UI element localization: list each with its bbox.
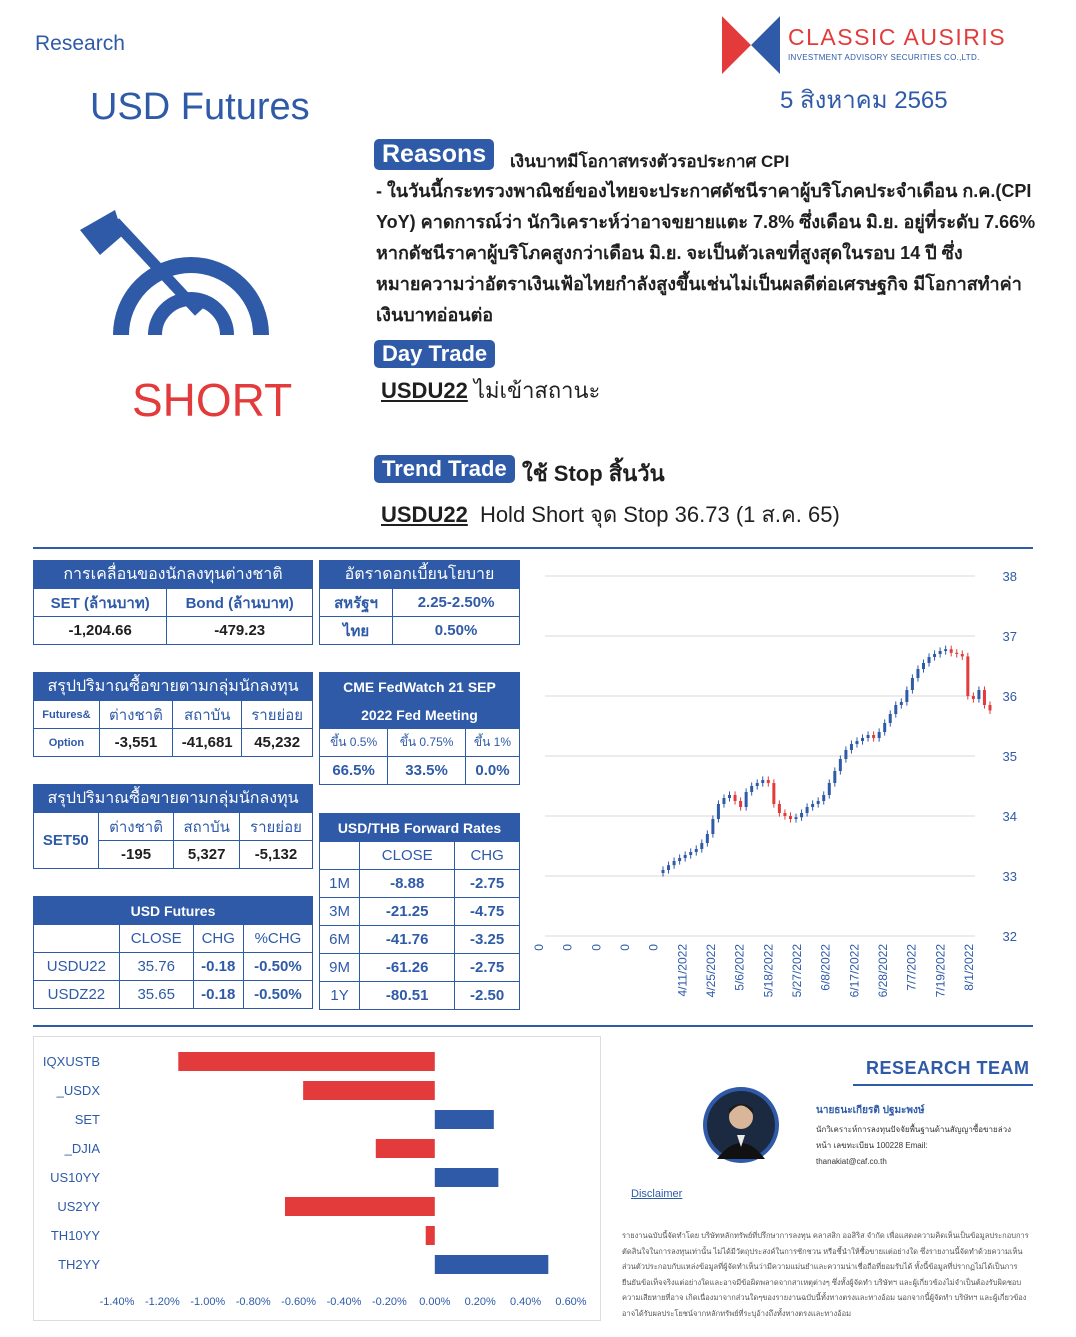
- x-tick-label: 0.60%: [555, 1296, 587, 1308]
- bar: [376, 1139, 435, 1158]
- candle-body: [673, 861, 676, 865]
- candle-body: [783, 813, 786, 816]
- y-tick-label: 36: [1002, 689, 1017, 704]
- day-trade-line: [381, 373, 600, 408]
- bar: [435, 1110, 494, 1129]
- table-header: สถาบัน: [174, 813, 240, 841]
- table-header: ขึ้น 0.75%: [388, 729, 466, 757]
- x-tick-label: 7/7/2022: [904, 944, 919, 991]
- tenor-label: 1Y: [320, 982, 360, 1010]
- table-cell: -3,551: [99, 729, 172, 757]
- analyst-role-text: นักวิเคราะห์การลงทุนปัจจัยพื้นฐานด้านสัญญาซื้อขายล่วงหน้า เลขทะเบียน 100228 Email:: [816, 1125, 1012, 1150]
- candle-body: [822, 795, 825, 801]
- usd-futures-price-chart: [532, 560, 1030, 1020]
- x-tick-label: 0: [589, 944, 604, 951]
- row-label: SET50: [34, 813, 99, 869]
- x-tick-label: 5/6/2022: [732, 944, 747, 991]
- candle-body: [728, 795, 731, 798]
- y-tick-label: 37: [1002, 629, 1017, 644]
- candle-body: [695, 849, 698, 852]
- candle-body: [756, 783, 759, 786]
- candle-body: [662, 870, 665, 873]
- candle-body: [706, 834, 709, 843]
- table-header: SET (ล้านบาท): [34, 589, 167, 617]
- candle-body: [922, 663, 925, 669]
- category-label: IQXUSTB: [42, 1054, 100, 1069]
- candle-body: [684, 855, 687, 858]
- tenor-label: 3M: [320, 898, 360, 926]
- table-header: CHG: [193, 925, 243, 953]
- category-label: _USDX: [56, 1083, 100, 1098]
- table-cell: -2.75: [455, 870, 520, 898]
- table-header: CLOSE: [360, 842, 455, 870]
- trend-trade-tag: Trend Trade: [374, 455, 515, 483]
- table-cell: 5,327: [174, 841, 240, 869]
- table-cell: สหรัฐฯ: [320, 589, 393, 617]
- table-cell: 0.50%: [393, 617, 520, 645]
- candle-body: [828, 783, 831, 795]
- candle-body: [878, 732, 881, 738]
- candle-body: [867, 735, 870, 738]
- candle-body: [722, 798, 725, 804]
- reasons-headline: เงินบาทมีโอกาสทรงตัวรอประกาศ CPI: [510, 152, 790, 171]
- tenor-label: 1M: [320, 870, 360, 898]
- table-cell: 2.25-2.50%: [393, 589, 520, 617]
- table-title: สรุปปริมาณซื้อขายตามกลุ่มนักลงทุน: [34, 673, 313, 701]
- x-tick-label: 7/19/2022: [933, 944, 948, 998]
- table-cell: -0.50%: [243, 981, 312, 1009]
- fedwatch-table: [319, 672, 520, 785]
- brand-name: CLASSIC AUSIRIS: [788, 24, 1007, 50]
- candle-body: [889, 714, 892, 723]
- research-team-title: RESEARCH TEAM: [866, 1058, 1030, 1078]
- y-tick-label: 33: [1002, 869, 1017, 884]
- table-cell: 0.0%: [465, 757, 519, 785]
- x-tick-label: -0.40%: [326, 1296, 362, 1308]
- trend-stop-note: ใช้ Stop สิ้นวัน: [522, 461, 665, 486]
- y-tick-label: 34: [1002, 809, 1017, 824]
- table-title: USD Futures: [34, 897, 313, 925]
- table-cell: -0.50%: [243, 953, 312, 981]
- candle-body: [734, 795, 737, 801]
- analyst-name: นายธนะเกียรติ ปฐมะพงษ์: [816, 1105, 925, 1116]
- table-header: CLOSE: [119, 925, 193, 953]
- candle-body: [983, 690, 986, 705]
- trend-trade-symbol: USDU22: [381, 502, 468, 527]
- x-tick-label: 8/1/2022: [962, 944, 976, 991]
- candle-body: [900, 702, 903, 705]
- x-tick-label: 0: [560, 944, 575, 951]
- day-trade-symbol: USDU22: [381, 378, 468, 403]
- bar: [435, 1168, 499, 1187]
- x-tick-label: 0.00%: [419, 1296, 451, 1308]
- candle-body: [795, 817, 798, 819]
- candle-body: [894, 705, 897, 714]
- candle-body: [689, 852, 692, 855]
- candle-body: [961, 654, 964, 656]
- x-tick-label: 6/8/2022: [818, 944, 833, 991]
- table-cell: -1,204.66: [34, 617, 167, 645]
- trend-trade-line: [381, 497, 840, 532]
- table-cell: -41.76: [360, 926, 455, 954]
- table-cell: -41,681: [173, 729, 242, 757]
- table-cell: 35.76: [119, 953, 193, 981]
- table-header: %CHG: [243, 925, 312, 953]
- candle-body: [833, 771, 836, 783]
- table-cell: -21.25: [360, 898, 455, 926]
- candle-body: [933, 654, 936, 657]
- candle-body: [789, 816, 792, 819]
- candle-body: [778, 804, 781, 813]
- bar: [285, 1197, 435, 1216]
- symbol-label: USDU22: [34, 953, 120, 981]
- reasons-body: - ในวันนี้กระทรวงพาณิชย์ของไทยจะประกาศดัชนีราคาผู้บริโภคประจำเดือน ก.ค.(CPI YoY) คาดการณ์ว่า นักวิเคราะห์ว่าอาจขยายแตะ 7.8% ซึ่งเดือน มิ.ย. อยู่ที่ระดับ 7.66% หากดัชนีราคาผู้บริโภคสูงกว่าเดือน มิ.ย. จะเป็นตัวเลขที่สูงสุดในรอบ 14 ปี ซึ่งหมายความว่าอัตราเงินเฟ้อไทยกำลังสูงขึ้นเช่นไม่เป็นผลดีต่อเศรษฐกิจ มีโอกาสทำค่าเงินบาทอ่อนต่อ: [376, 181, 1036, 325]
- section-divider: [33, 1025, 1033, 1027]
- x-tick-label: 5/18/2022: [761, 944, 776, 998]
- table-subtitle: 2022 Fed Meeting: [320, 701, 520, 729]
- candle-body: [850, 744, 853, 750]
- x-tick-label: -1.00%: [190, 1296, 226, 1308]
- table-header: ขึ้น 0.5%: [320, 729, 388, 757]
- x-tick-label: 6/28/2022: [876, 944, 890, 998]
- analyst-email: thanakiat@caf.co.th: [816, 1157, 887, 1166]
- candle-body: [977, 690, 980, 699]
- table-title: CME FedWatch 21 SEP: [320, 673, 520, 701]
- table-cell: -5,132: [239, 841, 312, 869]
- table-header: สถาบัน: [173, 701, 242, 729]
- candle-body: [750, 786, 753, 792]
- candle-body: [916, 669, 919, 678]
- table-cell: -3.25: [455, 926, 520, 954]
- table-cell: -0.18: [193, 981, 243, 1009]
- table-header: CHG: [455, 842, 520, 870]
- usd-futures-table: [33, 896, 313, 1009]
- row-label: Futures&: [34, 701, 100, 729]
- candle-body: [745, 792, 748, 807]
- x-tick-label: 4/11/2022: [675, 944, 690, 997]
- x-tick-label: 0: [618, 944, 632, 951]
- x-tick-label: 0.40%: [509, 1296, 542, 1308]
- candle-body: [839, 759, 842, 771]
- table-cell: -2.50: [455, 982, 520, 1010]
- table-cell: -2.75: [455, 954, 520, 982]
- x-tick-label: -0.60%: [281, 1296, 317, 1308]
- analyst-role: [816, 1122, 1016, 1170]
- candle-body: [667, 865, 670, 870]
- y-tick-label: 38: [1002, 569, 1017, 584]
- market-change-bar-chart: [33, 1036, 601, 1321]
- table-cell: -0.18: [193, 953, 243, 981]
- table-cell: -479.23: [167, 617, 313, 645]
- report-date: 5 สิงหาคม 2565: [780, 87, 948, 114]
- table-cell: ไทย: [320, 617, 393, 645]
- x-tick-label: 4/25/2022: [704, 944, 718, 998]
- candle-body: [806, 807, 809, 813]
- table-title: อัตราดอกเบี้ยนโยบาย: [320, 561, 520, 589]
- x-tick-label: -0.20%: [371, 1296, 407, 1308]
- table-header: รายย่อย: [242, 701, 313, 729]
- y-tick-label: 35: [1002, 749, 1017, 764]
- table-cell: 66.5%: [320, 757, 388, 785]
- trade-signal: SHORT: [132, 374, 293, 426]
- x-tick-label: -0.80%: [235, 1296, 271, 1308]
- y-tick-label: 32: [1002, 929, 1017, 944]
- category-label: TH10YY: [50, 1228, 100, 1243]
- x-tick-label: 5/27/2022: [790, 944, 804, 998]
- row-label: Option: [34, 729, 100, 757]
- x-tick-label: 0.20%: [464, 1296, 496, 1308]
- category-label: US2YY: [57, 1199, 100, 1214]
- table-cell: 33.5%: [388, 757, 466, 785]
- table-cell: -195: [98, 841, 174, 869]
- table-cell: -80.51: [360, 982, 455, 1010]
- table-header: ต่างชาติ: [98, 813, 174, 841]
- tenor-label: 9M: [320, 954, 360, 982]
- candle-body: [950, 649, 953, 653]
- candle-body: [883, 723, 886, 732]
- policy-rate-table: [319, 560, 520, 645]
- tenor-label: 6M: [320, 926, 360, 954]
- symbol-label: USDZ22: [34, 981, 120, 1009]
- table-header: รายย่อย: [239, 813, 312, 841]
- day-trade-text: ไม่เข้าสถานะ: [473, 378, 601, 403]
- candle-body: [739, 801, 742, 807]
- table-cell: -61.26: [360, 954, 455, 982]
- candle-body: [911, 678, 914, 690]
- candle-body: [800, 813, 803, 817]
- table-cell: 45,232: [242, 729, 313, 757]
- candle-body: [855, 741, 858, 744]
- foreign-flow-table: [33, 560, 313, 645]
- analyst-avatar: [703, 1087, 779, 1163]
- candle-body: [711, 819, 714, 834]
- candle-body: [928, 657, 931, 663]
- candle-body: [772, 783, 775, 804]
- table-title: สรุปปริมาณซื้อขายตามกลุ่มนักลงทุน: [34, 785, 313, 813]
- x-tick-label: 0: [532, 944, 546, 951]
- disclaimer-link[interactable]: Disclaimer: [631, 1188, 683, 1200]
- section-label: Research: [35, 32, 125, 55]
- candle-body: [817, 801, 820, 804]
- page-title: USD Futures: [90, 86, 310, 128]
- disclaimer-text: รายงานฉบับนี้จัดทำโดย บริษัทหลักทรัพย์ที่ปรึกษาการลงทุน คลาสสิก ออสิริส จำกัด เพื่อแสดงความคิดเห็นเป็นข้อมูลประกอบการตัดสินใจในการลงทุนเท่านั้น ไม่ได้มีวัตถุประสงค์ในการชักชวน หรือชี้นำให้ซื้อขายแต่อย่างใด ซึ่งรายงานนี้จัดทำด้วยความเห็นส่วนตัวประกอบกับแหล่งข้อมูลที่ผู้จัดทำเห็นว่ามีความแม่นยำและความน่าเชื่อถือที่ยอมรับได้ ทั้งนี้ข้อมูลที่ปรากฏไม่ได้เป็นการยืนยันข้อเท็จจริงแต่อย่างใดและอาจมีข้อผิดพลาดจากสาเหตุต่างๆ ซึ่งทั้งผู้จัดทำ บริษัทฯ และผู้เกี่ยวข้องไม่จำเป็นต้องรับผิดชอบความเสียหายที่อาจ เกิดเนื่องมาจากส่วนใดๆของรายงานฉบับนี้ทั้งทางตรงและทางอ้อม นอกจากนี้ผู้จัดทำ บริษัทฯ และผู้เกี่ยวข้อง อาจได้รับผลประโยชน์จากหลักทรัพย์ที่ระบุอ้างถึงทั้งทางตรงและทางอ้อม: [622, 1231, 1029, 1318]
- category-label: SET: [74, 1112, 100, 1127]
- category-label: TH2YY: [58, 1257, 100, 1272]
- x-tick-label: -1.40%: [99, 1296, 135, 1308]
- candle-body: [811, 804, 814, 807]
- team-title-underline: [853, 1084, 1033, 1086]
- person-icon: [703, 1087, 779, 1163]
- candle-body: [717, 804, 720, 819]
- table-header: ขึ้น 1%: [465, 729, 519, 757]
- target-dart-icon: [75, 200, 290, 340]
- candle-body: [905, 690, 908, 702]
- candle-body: [972, 696, 975, 699]
- category-label: _DJIA: [64, 1141, 100, 1156]
- forward-rates-table: [319, 813, 520, 1010]
- table-header-empty: [34, 925, 120, 953]
- table-cell: 35.65: [119, 981, 193, 1009]
- bar: [435, 1255, 549, 1274]
- section-divider: [33, 547, 1033, 549]
- table-header-empty: [320, 842, 360, 870]
- trend-trade-text: Hold Short จุด Stop 36.73 (1 ส.ค. 65): [479, 502, 840, 527]
- day-trade-tag: Day Trade: [374, 340, 495, 368]
- brand-logo-icon: [722, 16, 780, 74]
- brand-subtitle: INVESTMENT ADVISORY SECURITIES CO.,LTD.: [788, 53, 980, 62]
- bar: [426, 1226, 435, 1245]
- futures-investor-table: [33, 672, 313, 757]
- table-title: การเคลื่อนของนักลงทุนต่างชาติ: [34, 561, 313, 589]
- candle-body: [767, 780, 770, 783]
- reasons-tag: Reasons: [374, 139, 494, 170]
- category-label: US10YY: [50, 1170, 100, 1185]
- table-cell: -8.88: [360, 870, 455, 898]
- table-title: USD/THB Forward Rates: [320, 814, 520, 842]
- candle-body: [872, 735, 875, 738]
- table-cell: -4.75: [455, 898, 520, 926]
- bar: [303, 1081, 435, 1100]
- x-tick-label: 0: [646, 944, 661, 951]
- candle-body: [966, 656, 969, 696]
- table-header: ต่างชาติ: [99, 701, 172, 729]
- candle-body: [955, 653, 958, 654]
- candle-body: [944, 649, 947, 651]
- candle-body: [989, 705, 992, 710]
- set50-investor-table: [33, 784, 313, 869]
- candle-body: [861, 738, 864, 741]
- candle-body: [700, 843, 703, 849]
- table-header: Bond (ล้านบาท): [167, 589, 313, 617]
- candle-body: [844, 750, 847, 759]
- x-tick-label: -1.20%: [144, 1296, 180, 1308]
- bar: [178, 1052, 435, 1071]
- candle-body: [939, 651, 942, 654]
- candle-body: [761, 780, 764, 783]
- candle-body: [678, 858, 681, 861]
- x-tick-label: 6/17/2022: [847, 944, 862, 998]
